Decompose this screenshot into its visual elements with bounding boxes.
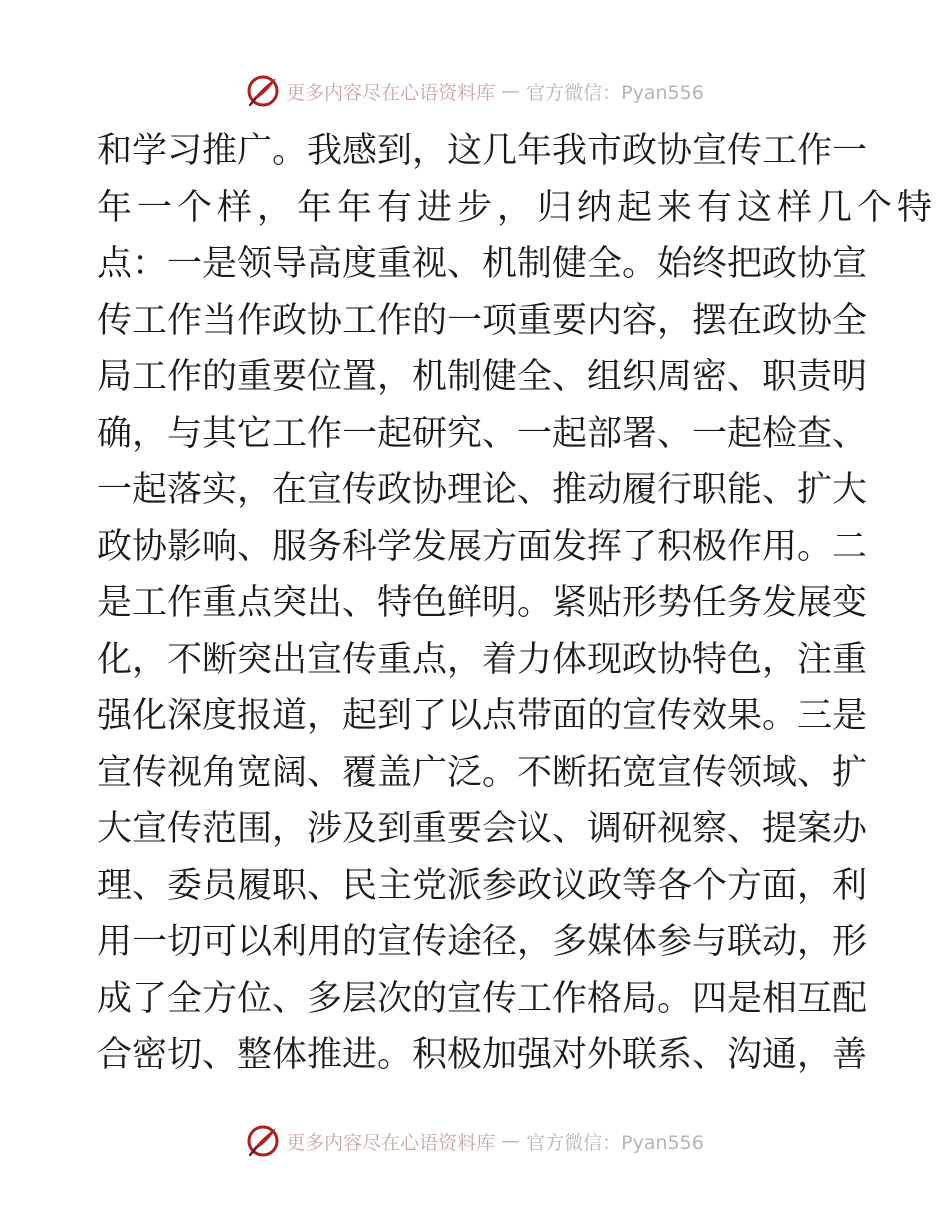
body-line: 年一个样，年年有进步，归纳起来有这样几个特 [97, 187, 938, 228]
banner-contact-text: 官方微信：Pyan556 [526, 1131, 704, 1154]
footer-watermark-banner [0, 1121, 950, 1161]
document-body [97, 123, 938, 1084]
quill-logo-icon [246, 74, 280, 108]
body-line: 强化深度报道，起到了以点带面的宣传效果。三是 [97, 696, 868, 736]
banner-contact-text: 官方微信：Pyan556 [526, 81, 704, 104]
body-line: 和学习推广。我感到，这几年我市政协宣传工作一 [97, 131, 868, 171]
body-line: 传工作当作政协工作的一项重要内容，摆在政协全 [97, 300, 868, 341]
body-line: 点：一是领导高度重视、机制健全。始终把政协宣 [97, 244, 868, 284]
body-line: 局工作的重要位置，机制健全、组织周密、职责明 [97, 357, 868, 397]
body-line: 大宣传范围，涉及到重要会议、调研视察、提案办 [97, 809, 868, 849]
quill-logo-icon [246, 1124, 280, 1158]
banner-main-text: 更多内容尽在心语资料库 [286, 1131, 496, 1154]
banner-separator: — [501, 80, 521, 102]
body-line: 理、委员履职、民主党派参政议政等各个方面，利 [97, 865, 868, 906]
body-line: 宣传视角宽阔、覆盖广泛。不断拓宽宣传领域、扩 [97, 752, 868, 793]
body-line: 用一切可以利用的宣传途径，多媒体参与联动，形 [97, 922, 868, 962]
banner-separator: — [501, 1130, 521, 1152]
body-line: 是工作重点突出、特色鲜明。紧贴形势任务发展变 [97, 583, 868, 623]
body-line: 确，与其它工作一起研究、一起部署、一起检查、 [97, 413, 868, 454]
body-line: 合密切、整体推进。积极加强对外联系、沟通，善 [97, 1035, 868, 1075]
body-line: 成了全方位、多层次的宣传工作格局。四是相互配 [97, 978, 868, 1019]
body-line: 政协影响、服务科学发展方面发挥了积极作用。二 [97, 526, 868, 567]
header-watermark-banner [0, 71, 950, 111]
body-line: 化，不断突出宣传重点，着力体现政协特色，注重 [97, 639, 868, 680]
banner-main-text: 更多内容尽在心语资料库 [286, 81, 496, 104]
body-line: 一起落实，在宣传政协理论、推动履行职能、扩大 [97, 470, 868, 510]
